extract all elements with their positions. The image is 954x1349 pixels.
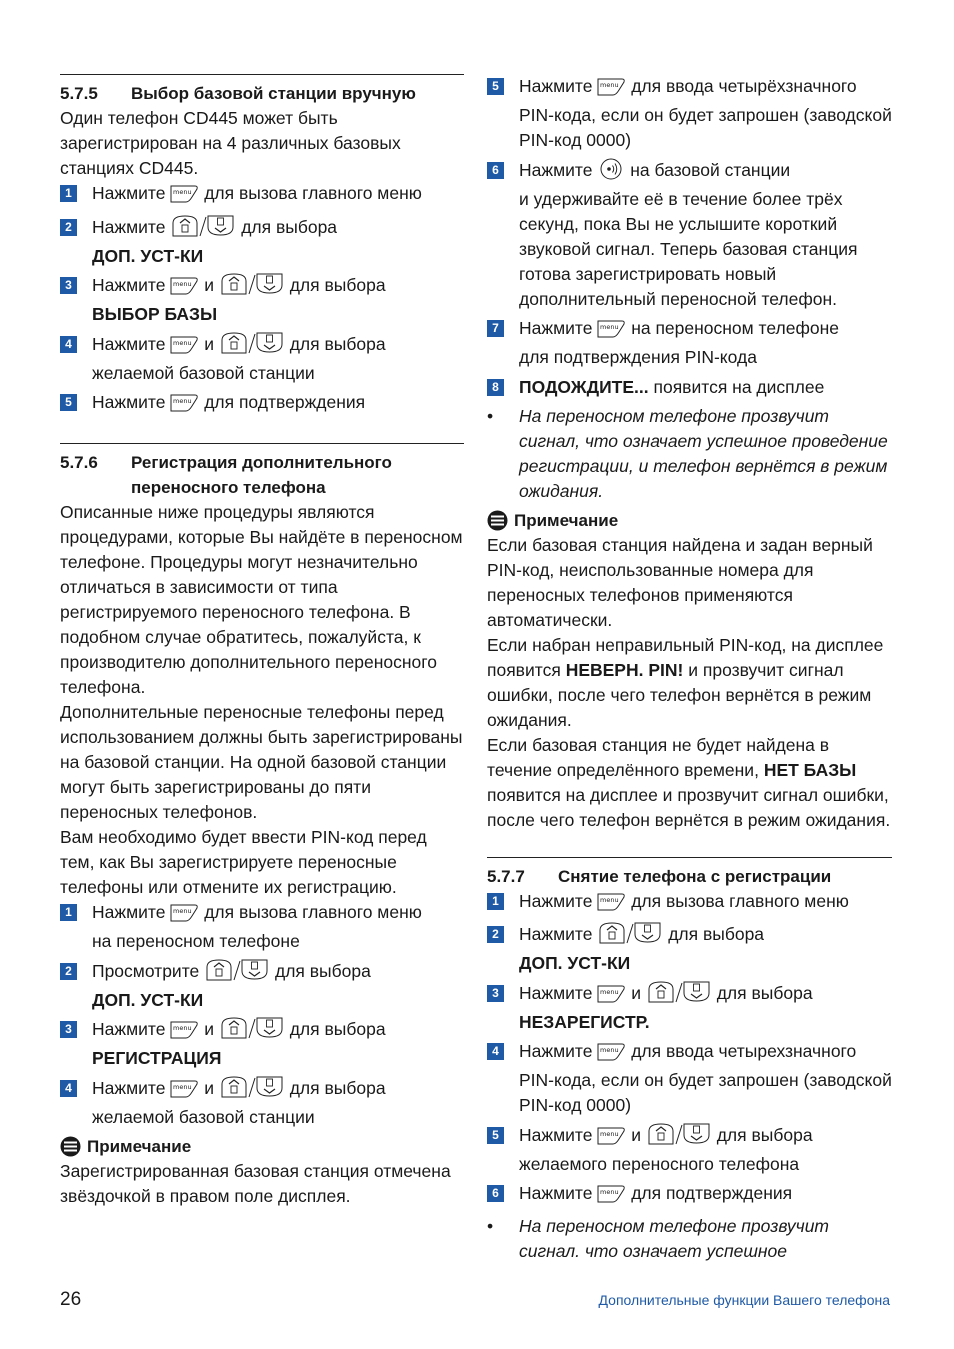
svg-text:menu: menu [173, 1024, 192, 1032]
paragraph: Один телефон CD445 может быть зарегистрирован на 4 различных базовых станциях CD445. [60, 108, 401, 178]
step-text: Нажмите [92, 1019, 166, 1039]
step-5 [60, 390, 464, 419]
section-title: переносного телефона [131, 478, 326, 497]
step-5 [487, 1123, 892, 1177]
step-2 [487, 922, 892, 976]
paragraph: Вам необходимо будет ввести PIN-код перед тем, как Вы зарегистрируете переносные телефоны или отмените их регистрацию. [60, 827, 427, 897]
step-text: для выбора [275, 960, 371, 981]
step-text: для подтверждения [204, 392, 366, 412]
step-6 [487, 1181, 892, 1210]
menu-option-label: РЕГИСТРАЦИЯ [92, 1048, 222, 1068]
base-page-key-icon [597, 158, 625, 187]
bullet-text: На переносном телефоне прозвучит сигнал. что означает успешное [519, 1216, 830, 1261]
note-text-part: появится на дисплее и прозвучит сигнал ошибки, после чего телефон вернётся в режим ожидания. [487, 784, 891, 830]
note-heading [487, 508, 892, 533]
step-text: для вызова главного меню [204, 902, 422, 922]
step-1 [487, 889, 892, 918]
step-text: Нажмите [519, 1124, 593, 1145]
step-number-badge: 1 [60, 185, 77, 202]
section-number: 5.7.6 [60, 453, 98, 472]
menu-option-label: ДОП. УСТ-КИ [519, 953, 631, 973]
up-down-nav-keys-icon [219, 1017, 285, 1046]
step-text: Нажмите [519, 924, 593, 944]
step-text: для подтверждения [631, 1183, 793, 1203]
step-text: на переносном телефоне [92, 931, 300, 951]
step-text: Нажмите [92, 333, 166, 354]
svg-text:menu: menu [173, 338, 192, 347]
step-number-badge: 1 [60, 904, 77, 921]
menu-key-icon [597, 77, 626, 103]
step-number-badge: 7 [487, 320, 504, 337]
bullet-item: • На переносном телефоне прозвучит сигнал, что означает успешное проведение регистрации, и телефон вернётся в режим ожидания. [487, 404, 892, 504]
step-1 [60, 900, 464, 954]
bullet-text: На переносном телефоне прозвучит сигнал, что означает успешное проведение регистрации, и телефон вернётся в режим ожидания. [519, 405, 888, 501]
svg-text:menu: menu [173, 907, 192, 915]
menu-key-icon [170, 335, 199, 361]
menu-key-icon [170, 1079, 199, 1105]
step-text: Нажмите [92, 275, 166, 295]
step-number-badge: 3 [487, 985, 504, 1002]
paragraph: Описанные ниже процедуры являются процедурами, которые Вы найдёте в переносном телефоне. Процедуры могут незначительно отличаться в зависимости от типа регистрируемого переносного телефона. В подобном случае обратитесь, пожалуйста, к производителю дополнительного переносного телефона. [60, 502, 463, 697]
svg-text:menu: menu [600, 323, 619, 331]
step-text: и [204, 333, 214, 354]
step-text: Нажмите [519, 76, 593, 96]
step-text: и [204, 1077, 214, 1098]
menu-key-icon [170, 1020, 199, 1046]
svg-text:menu: menu [600, 895, 619, 904]
menu-key-icon [170, 393, 199, 419]
step-number-badge: 8 [487, 379, 504, 396]
menu-key-icon [597, 1184, 626, 1210]
menu-key-icon [597, 1126, 626, 1152]
menu-option-label: ВЫБОР БАЗЫ [92, 304, 218, 324]
svg-text:menu: menu [173, 1082, 192, 1091]
step-text: на переносном телефоне [631, 318, 839, 338]
up-down-nav-keys-icon [219, 1076, 285, 1105]
note-text: Если базовая станция найдена и задан верный PIN-код, неиспользованные номера для переносных телефонов применяются автоматически. [487, 534, 873, 630]
svg-text:menu: menu [600, 987, 619, 996]
svg-text:menu: menu [173, 280, 192, 288]
note-title: Примечание [514, 510, 619, 530]
svg-text:menu: menu [600, 1188, 619, 1196]
step-number-badge: 4 [487, 1043, 504, 1060]
right-column [487, 74, 892, 1264]
step-text: для выбора [289, 333, 386, 354]
step-text: Нажмите [92, 183, 166, 203]
step-7 [487, 316, 892, 370]
step-3 [487, 981, 892, 1035]
display-message: НЕВЕРН. PIN! [565, 659, 684, 680]
step-text: Нажмите [519, 318, 593, 338]
step-number-badge: 1 [487, 893, 504, 910]
up-down-nav-keys-icon [204, 959, 270, 988]
step-text: желаемой базовой станции [92, 362, 315, 383]
step-text: и удерживайте её в течение более трёх секунд, пока Вы не услышите короткий звуковой сигнал. Теперь базовая станция готова зарегистрировать новый дополнительный переносной телефон. [519, 188, 858, 309]
step-8 [487, 375, 892, 400]
step-number-badge: 6 [487, 162, 504, 179]
step-number-badge: 4 [60, 1080, 77, 1097]
bullet-item: • На переносном телефоне прозвучит сигнал. что означает успешное [487, 1214, 892, 1264]
step-text: Нажмите [92, 902, 166, 922]
step-text: Нажмите [519, 890, 593, 911]
step-3 [60, 1017, 464, 1071]
svg-text:menu: menu [600, 1046, 619, 1054]
menu-key-icon [597, 892, 626, 918]
step-text: для подтверждения PIN-кода [519, 347, 757, 367]
step-number-badge: 2 [487, 926, 504, 943]
note-text-part: Если базовая станция не будет найдена в течение определённого времени, [487, 734, 830, 780]
section-number: 5.7.5 [60, 84, 98, 103]
up-down-nav-keys-icon [646, 981, 712, 1010]
step-2 [60, 215, 464, 269]
step-number-badge: 4 [60, 336, 77, 353]
step-number-badge: 3 [60, 1021, 77, 1038]
step-number-badge: 5 [487, 78, 504, 95]
footer-section-title: Дополнительные функции Вашего телефона [598, 1292, 890, 1308]
menu-key-icon [597, 319, 626, 345]
step-text: Нажмите [519, 1183, 593, 1203]
step-number-badge: 2 [60, 219, 77, 236]
step-text: Нажмите [519, 159, 593, 180]
step-text: для выбора [241, 216, 338, 237]
menu-option-label: ДОП. УСТ-КИ [92, 245, 204, 266]
display-message: ПОДОЖДИТЕ... [519, 376, 649, 397]
step-text: для ввода четырёхзначного [631, 76, 857, 96]
step-text: PIN-кода, если он будет запрошен (заводской PIN-код 0000) [519, 105, 892, 150]
section-title: Регистрация дополнительного [131, 453, 392, 472]
note-text: Зарегистрированная базовая станция отмечена звёздочкой в правом поле дисплея. [60, 1160, 451, 1206]
step-text: на базовой станции [630, 159, 791, 180]
step-text: Просмотрите [92, 960, 200, 981]
menu-option-label: ДОП. УСТ-КИ [92, 989, 204, 1010]
step-text: и [204, 1019, 214, 1039]
step-text: для выбора [716, 1124, 813, 1145]
paragraph: Дополнительные переносные телефоны перед использованием должны быть зарегистрированы на базовой станции. На одной базовой станции могут быть зарегистрированы до пяти переносных телефонов. [60, 702, 463, 822]
up-down-nav-keys-icon [597, 922, 663, 951]
section-title: Снятие телефона с регистрации [558, 866, 832, 886]
step-text: для выбора [289, 275, 386, 295]
step-text: для выбора [668, 924, 765, 944]
note-text-part: Если набран неправильный PIN-код, на дисплее появится [487, 634, 884, 680]
step-6 [487, 158, 892, 312]
step-2 [60, 959, 464, 1013]
svg-text:menu: menu [173, 397, 192, 405]
step-number-badge: 5 [487, 1127, 504, 1144]
step-1 [60, 181, 464, 210]
step-number-badge: 5 [60, 394, 77, 411]
note-text [487, 733, 892, 833]
svg-text:menu: menu [600, 1129, 619, 1138]
step-text: Нажмите [92, 1077, 166, 1098]
section-heading-5-7-7 [487, 858, 892, 889]
step-3 [60, 273, 464, 327]
left-column [60, 74, 464, 1209]
section-number: 5.7.7 [487, 866, 525, 886]
step-text: и [631, 982, 641, 1003]
menu-key-icon [597, 1042, 626, 1068]
svg-text:menu: menu [173, 188, 192, 196]
step-4 [487, 1039, 892, 1118]
note-text-part: и прозвучит сигнал ошибки, после чего телефон вернётся в режим ожидания. [487, 659, 872, 730]
menu-key-icon [170, 184, 199, 210]
step-text: для вызова главного меню [631, 890, 849, 911]
step-number-badge: 3 [60, 277, 77, 294]
up-down-nav-keys-icon [646, 1123, 712, 1152]
note-heading [60, 1134, 464, 1159]
step-text: для выбора [289, 1019, 386, 1039]
section-heading-5-7-6 [60, 444, 464, 500]
step-text: желаемой базовой станции [92, 1106, 315, 1127]
step-4 [60, 332, 464, 386]
step-text: и [631, 1124, 641, 1145]
step-number-badge: 2 [60, 963, 77, 980]
step-4 [60, 1076, 464, 1130]
step-text: PIN-кода, если он будет запрошен (заводской PIN-код 0000) [519, 1070, 892, 1115]
section-heading-5-7-5 [60, 75, 464, 106]
step-number-badge: 6 [487, 1185, 504, 1202]
up-down-nav-keys-icon [170, 215, 236, 244]
step-text: для выбора [716, 982, 813, 1003]
step-text: Нажмите [92, 216, 166, 237]
step-text: для вызова главного меню [204, 183, 422, 203]
menu-key-icon [170, 903, 199, 929]
step-text: Нажмите [92, 392, 166, 412]
note-icon [487, 510, 508, 531]
svg-text:menu: menu [600, 81, 619, 89]
step-text: и [204, 275, 214, 295]
note-text [487, 633, 892, 733]
section-title: Выбор базовой станции вручную [131, 84, 416, 103]
step-text: желаемого переносного телефона [519, 1153, 800, 1174]
note-icon [60, 1136, 81, 1157]
page-number: 26 [60, 1289, 82, 1310]
note-title: Примечание [87, 1136, 192, 1156]
menu-key-icon [597, 984, 626, 1010]
step-text: для ввода четырехзначного [631, 1041, 857, 1061]
step-text: появится на дисплее [653, 376, 825, 397]
menu-key-icon [170, 276, 199, 302]
step-text: Нажмите [519, 982, 593, 1003]
step-5 [487, 74, 892, 153]
step-text: Нажмите [519, 1041, 593, 1061]
up-down-nav-keys-icon [219, 332, 285, 361]
up-down-nav-keys-icon [219, 273, 285, 302]
display-message: НЕТ БАЗЫ [763, 759, 857, 780]
menu-option-label: НЕЗАРЕГИСТР. [519, 1011, 650, 1032]
step-text: для выбора [289, 1077, 386, 1098]
